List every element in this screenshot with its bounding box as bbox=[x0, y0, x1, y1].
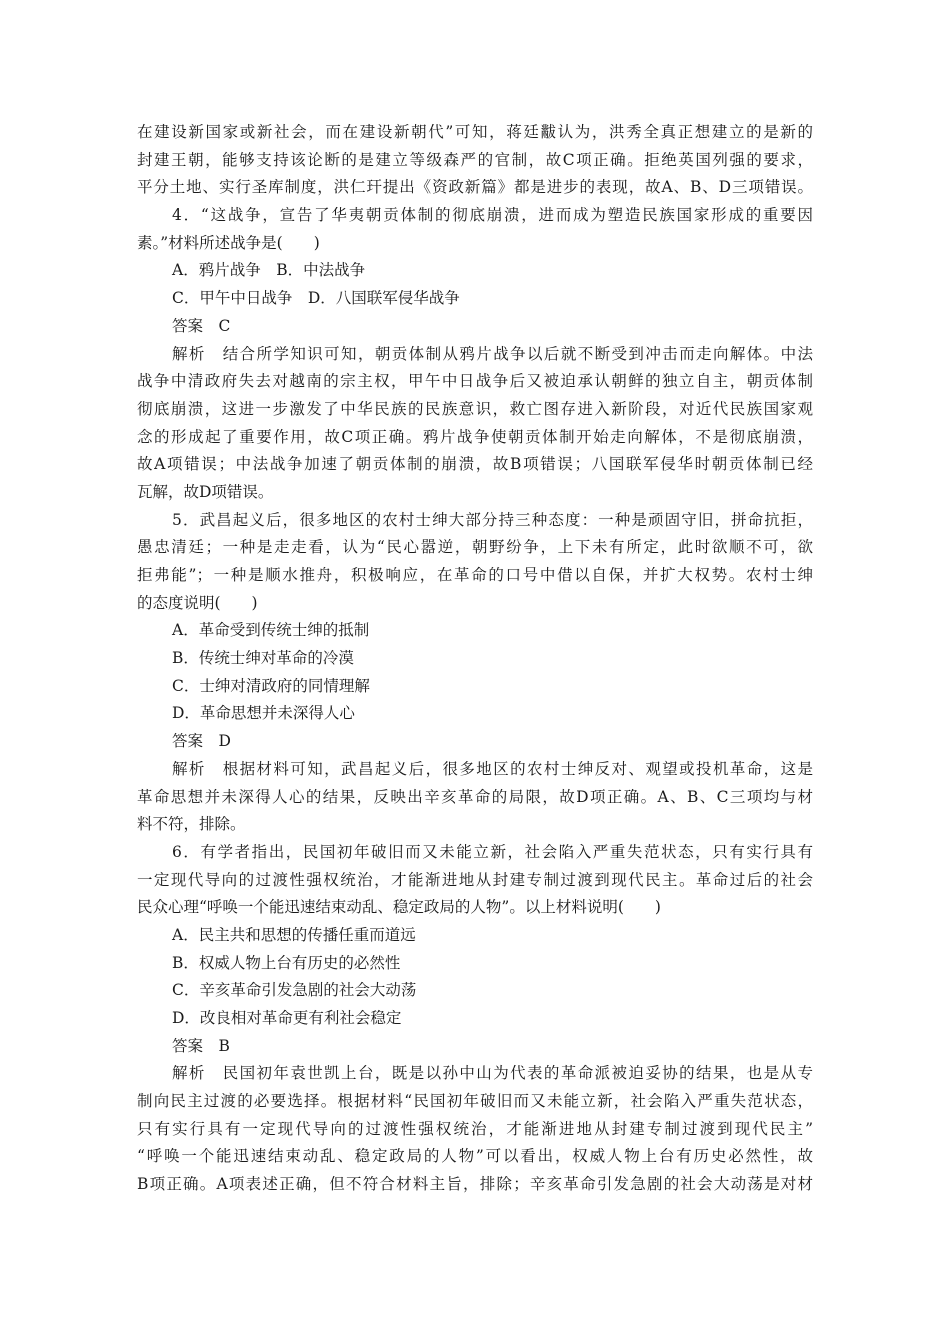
question-5-answer: 答案 D bbox=[172, 732, 231, 751]
text-line: 民众心理“呼唤一个能迅速结束动乱、稳定政局的人物”。以上材料说明( ) bbox=[137, 898, 661, 917]
question-4-answer: 答案 C bbox=[172, 316, 231, 335]
text-line: 战争中清政府失去对越南的宗主权，甲午中日战争后又被迫承认朝鲜的独立自主，朝贡体制 bbox=[137, 372, 813, 391]
question-6-option-d: D．改良相对革命更有利社会稳定 bbox=[172, 1009, 402, 1027]
question-6-option-a: A．民主共和思想的传播任重而道远 bbox=[172, 925, 416, 944]
text-line: B项正确。A项表述正确，但不符合材料主旨，排除；辛亥革命引发急剧的社会大动荡是对材 bbox=[137, 1175, 813, 1194]
question-5-option-d: D．革命思想并未深得人心 bbox=[172, 704, 355, 723]
question-4-stem: 4．“这战争，宣告了华夷朝贡体制的彻底崩溃，进而成为塑造民族国家形成的重要因 bbox=[172, 206, 813, 225]
question-6-option-c: C．辛亥革命引发急剧的社会大动荡 bbox=[172, 981, 417, 1000]
question-6-stem: 6．有学者指出，民国初年破旧而又未能立新，社会陷入严重失范状态，只有实行具有 bbox=[172, 842, 813, 861]
text-line: 革命思想并未深得人心的结果，反映出辛亥革命的局限，故D项正确。A、B、C三项均与材 bbox=[137, 787, 813, 806]
text-line: 封建王朝，能够支持该论断的是建立等级森严的官制，故C项正确。拒绝英国列强的要求， bbox=[137, 150, 813, 169]
text-line: 制向民主过渡的必要选择。根据材料“民国初年破旧而又未能立新，社会陷入严重失范状态， bbox=[137, 1092, 813, 1111]
text-line: 瓦解，故D项错误。 bbox=[137, 482, 274, 501]
text-line: 平分土地、实行圣库制度，洪仁玕提出《资政新篇》都是进步的表现，故A、B、D三项错误。 bbox=[137, 178, 813, 197]
question-5-option-c: C．士绅对清政府的同情理解 bbox=[172, 676, 370, 695]
question-6-analysis: 解析 民国初年袁世凯上台，既是以孙中山为代表的革命派被迫妥协的结果，也是从专 bbox=[172, 1064, 813, 1083]
text-line: 彻底崩溃，这进一步激发了中华民族的民族意识，救亡图存进入新阶段，对近代民族国家观 bbox=[137, 399, 813, 418]
text-line: 愚忠清廷；一种是走走看，认为“民心嚣逆，朝野纷争，上下未有所定，此时欲顺不可，欲 bbox=[137, 538, 813, 557]
text-line: 在建设新国家或新社会，而在建设新朝代”可知，蒋廷黻认为，洪秀全真正想建立的是新的 bbox=[137, 123, 813, 141]
text-line: 的态度说明( ) bbox=[137, 593, 258, 612]
question-4-analysis: 解析 结合所学知识可知，朝贡体制从鸦片战争以后就不断受到冲击而走向解体。中法 bbox=[172, 344, 813, 363]
document-body bbox=[137, 119, 813, 1199]
question-5-option-a: A．革命受到传统士绅的抵制 bbox=[172, 621, 370, 640]
question-5-stem: 5．武昌起义后，很多地区的农村士绅大部分持三种态度：一种是顽固守旧，拼命抗拒， bbox=[172, 510, 813, 529]
text-line: “呼唤一个能迅速结束动乱、稳定政局的人物”可以看出，权威人物上台有历史必然性，故 bbox=[137, 1147, 813, 1166]
question-5-option-b: B．传统士绅对革命的冷漠 bbox=[172, 649, 354, 668]
question-4-options-ab: A．鸦片战争 B．中法战争 bbox=[172, 261, 366, 280]
text-line: 料不符，排除。 bbox=[137, 815, 246, 834]
question-6-option-b: B．权威人物上台有历史的必然性 bbox=[172, 953, 401, 972]
text-line: 拒弗能”；一种是顺水推舟，积极响应，在革命的口号中借以自保，并扩大权势。农村士绅 bbox=[137, 566, 813, 584]
text-line: 念的形成起了重要作用，故C项正确。鸦片战争使朝贡体制开始走向解体，不是彻底崩溃， bbox=[137, 427, 813, 446]
question-6-answer: 答案 B bbox=[172, 1036, 230, 1055]
question-4-options-cd: C．甲午中日战争 D．八国联军侵华战争 bbox=[172, 289, 460, 308]
question-4-stem-end: 素。”材料所述战争是( ) bbox=[137, 233, 320, 252]
text-line: 一定现代导向的过渡性强权统治，才能渐进地从封建专制过渡到现代民主。革命过后的社会 bbox=[137, 870, 813, 889]
question-5-analysis: 解析 根据材料可知，武昌起义后，很多地区的农村士绅反对、观望或投机革命，这是 bbox=[172, 759, 813, 778]
text-line: 故A项错误；中法战争加速了朝贡体制的崩溃，故B项错误；八国联军侵华时朝贡体制已经 bbox=[137, 455, 813, 474]
text-line: 只有实行具有一定现代导向的过渡性强权统治，才能渐进地从封建专制过渡到现代民主” bbox=[137, 1119, 813, 1138]
